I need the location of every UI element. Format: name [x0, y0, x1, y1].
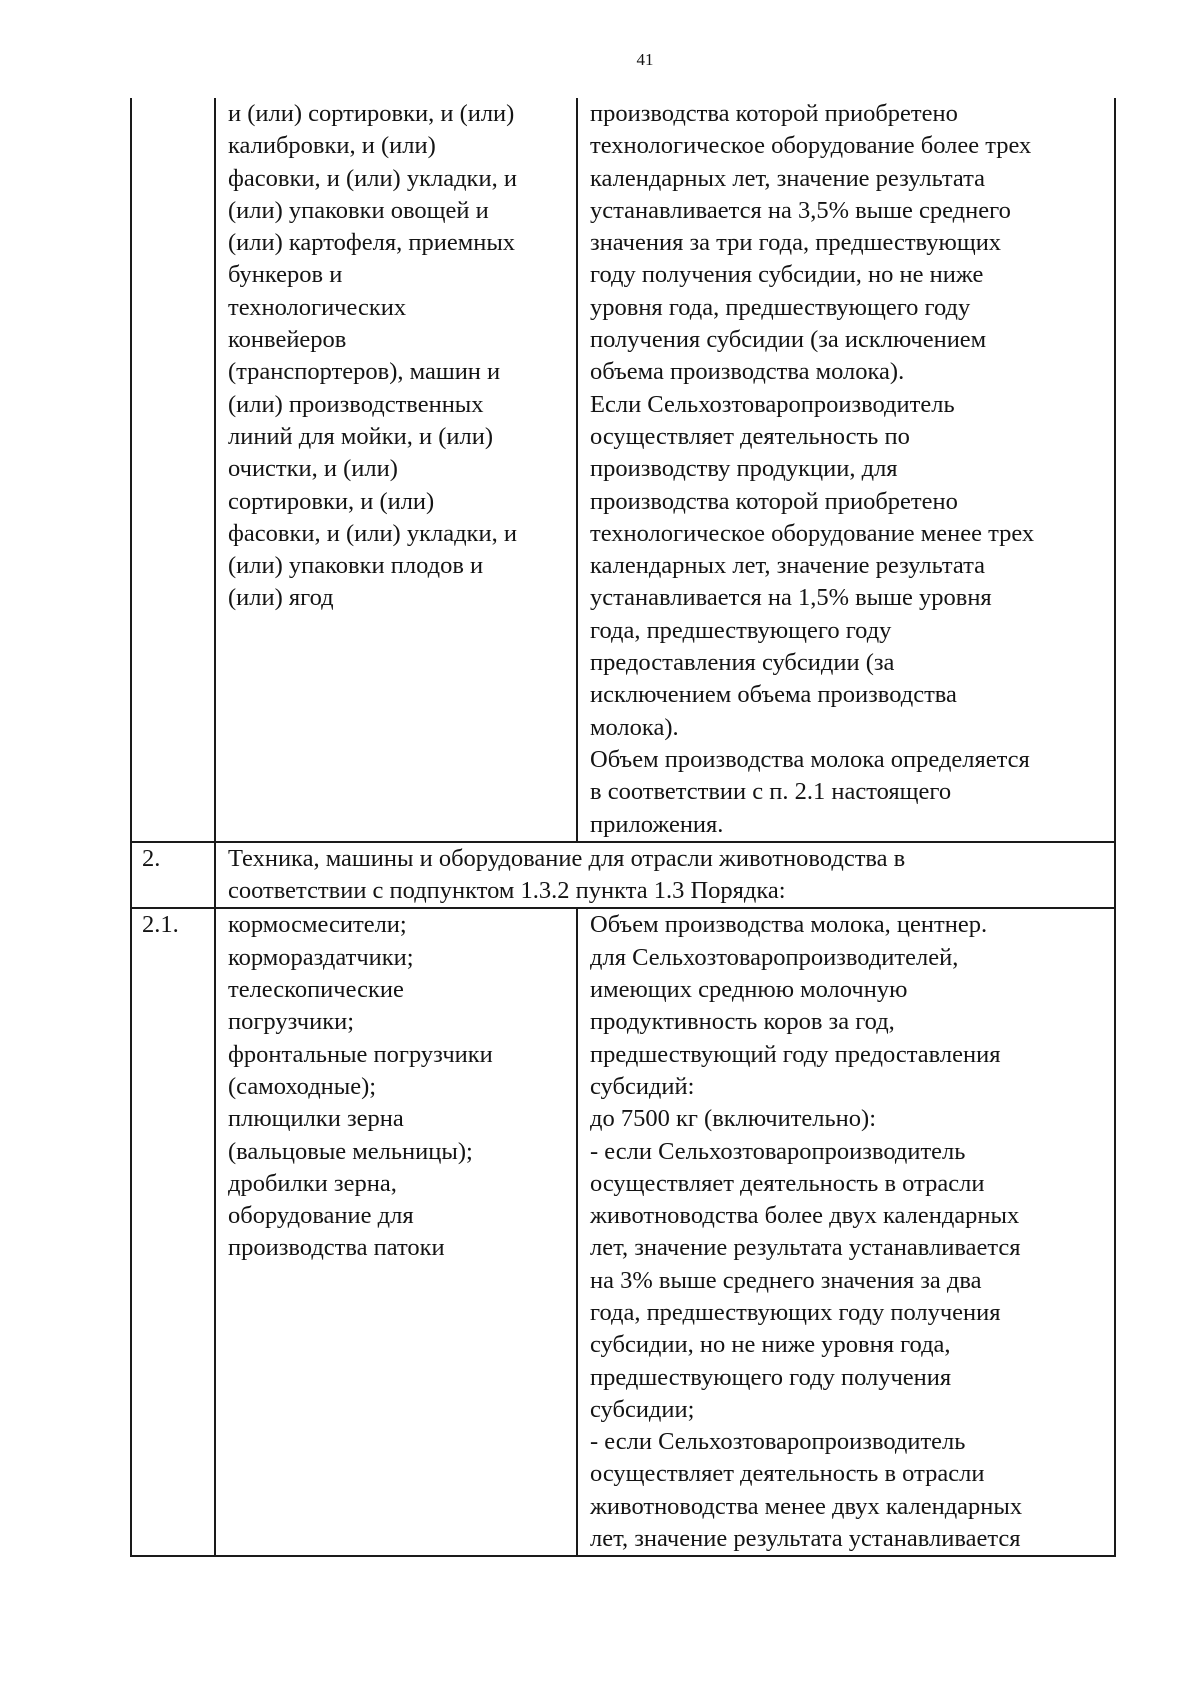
cell-section-title: [215, 842, 1115, 909]
text-line: технологических: [228, 293, 407, 321]
text-line: телескопические: [228, 976, 404, 1004]
text-line: устанавливается на 1,5% выше уровня: [590, 584, 992, 612]
text-line: для Сельхозтоваропроизводителей,: [590, 943, 959, 971]
text-line: значения за три года, предшествующих: [590, 229, 1002, 257]
text-line: технологическое оборудование менее трех: [590, 519, 1035, 547]
text-line: (или) упаковки плодов и: [228, 552, 484, 580]
text-line: году получения субсидии, но не ниже: [590, 261, 984, 289]
text-line: Объем производства молока, центнер.: [590, 911, 988, 939]
text-line: погрузчики;: [228, 1008, 355, 1036]
text-line: устанавливается на 3,5% выше среднего: [590, 196, 1011, 224]
text-line: предоставления субсидии (за: [590, 649, 895, 677]
text-line: уровня года, предшествующего году: [590, 293, 971, 321]
text-line: (вальцовые мельницы);: [228, 1137, 473, 1165]
page-number: 41: [636, 50, 654, 69]
text-line: (транспортеров), машин и: [228, 358, 501, 386]
text-line: исключением объема производства: [590, 681, 957, 709]
text-line: очистки, и (или): [228, 455, 398, 483]
text-line: приложения.: [590, 810, 724, 838]
text-line: года, предшествующего году: [590, 616, 892, 644]
text-line: предшествующего году получения: [590, 1363, 952, 1391]
text-line: Если Сельхозтоваропроизводитель: [590, 390, 955, 418]
text-line: на 3% выше среднего значения за два: [590, 1266, 982, 1294]
text-line: лет, значение результата устанавливается: [590, 1234, 1021, 1262]
cell-section-number: 2.: [131, 842, 215, 909]
text-line: фасовки, и (или) укладки, и: [228, 164, 517, 192]
text-line: молока).: [590, 713, 679, 741]
text-line: (или) производственных: [228, 390, 484, 418]
text-line: производства которой приобретено: [590, 487, 958, 515]
text-line: получения субсидии (за исключением: [590, 326, 987, 354]
text-line: производства которой приобретено: [590, 100, 958, 127]
text-line: - если Сельхозтоваропроизводитель: [590, 1428, 966, 1456]
text-line: Объем производства молока определяется: [590, 745, 1030, 773]
text-line: субсидии;: [590, 1395, 695, 1423]
document-table: [130, 98, 1116, 1557]
cell-equipment-list: [215, 98, 577, 842]
text-line: дробилки зерна,: [228, 1169, 397, 1197]
text-line: кормосмесители;: [228, 911, 407, 939]
text-line: субсидий:: [590, 1072, 695, 1100]
text-line: производству продукции, для: [590, 455, 898, 483]
text-line: плющилки зерна: [228, 1105, 404, 1133]
text-line: бункеров и: [228, 261, 343, 289]
text-line: (самоходные);: [228, 1072, 377, 1100]
text-line: имеющих среднюю молочную: [590, 976, 908, 1004]
text-line: (или) картофеля, приемных: [228, 229, 516, 257]
cell-result-description: [577, 908, 1115, 1556]
text-line: оборудование для: [228, 1202, 414, 1230]
text-line: кормораздатчики;: [228, 943, 414, 971]
text-line: года, предшествующих году получения: [590, 1298, 1001, 1326]
text-line: сортировки, и (или): [228, 487, 435, 515]
text-line: субсидии, но не ниже уровня года,: [590, 1331, 951, 1359]
table-row-section-2: [131, 842, 1115, 909]
table-row-continuation: [131, 98, 1115, 842]
text-line: осуществляет деятельность в отрасли: [590, 1460, 985, 1488]
cell-row-number: 2.1.: [131, 908, 215, 1556]
cell-number: [131, 98, 215, 842]
text-line: Техника, машины и оборудование для отрасли животноводства в: [228, 844, 906, 872]
text-line: конвейеров: [228, 326, 347, 354]
text-line: линий для мойки, и (или): [228, 422, 494, 450]
text-line: календарных лет, значение результата: [590, 552, 986, 580]
text-line: животноводства менее двух календарных: [590, 1492, 1023, 1520]
text-line: до 7500 кг (включительно):: [590, 1105, 877, 1133]
text-line: фронтальные погрузчики: [228, 1040, 493, 1068]
text-line: осуществляет деятельность по: [590, 422, 910, 450]
text-line: калибровки, и (или): [228, 132, 436, 160]
text-line: и (или) сортировки, и (или): [228, 100, 515, 127]
text-line: объема производства молока).: [590, 358, 905, 386]
cell-equipment-list: [215, 908, 577, 1556]
text-line: лет, значение результата устанавливается: [590, 1525, 1021, 1553]
text-line: фасовки, и (или) укладки, и: [228, 519, 517, 547]
text-line: предшествующий году предоставления: [590, 1040, 1001, 1068]
text-line: в соответствии с п. 2.1 настоящего: [590, 778, 952, 806]
cell-result-description: [577, 98, 1115, 842]
text-line: календарных лет, значение результата: [590, 164, 986, 192]
text-line: продуктивность коров за год,: [590, 1008, 895, 1036]
table-row-2-1: [131, 908, 1115, 1556]
text-line: осуществляет деятельность в отрасли: [590, 1169, 985, 1197]
text-line: - если Сельхозтоваропроизводитель: [590, 1137, 966, 1165]
text-line: технологическое оборудование более трех: [590, 132, 1032, 160]
text-line: (или) упаковки овощей и: [228, 196, 489, 224]
text-line: соответствии с подпунктом 1.3.2 пункта 1.3 Порядка:: [228, 877, 786, 905]
text-line: производства патоки: [228, 1234, 445, 1262]
text-line: (или) ягод: [228, 584, 334, 612]
text-line: животноводства более двух календарных: [590, 1202, 1020, 1230]
